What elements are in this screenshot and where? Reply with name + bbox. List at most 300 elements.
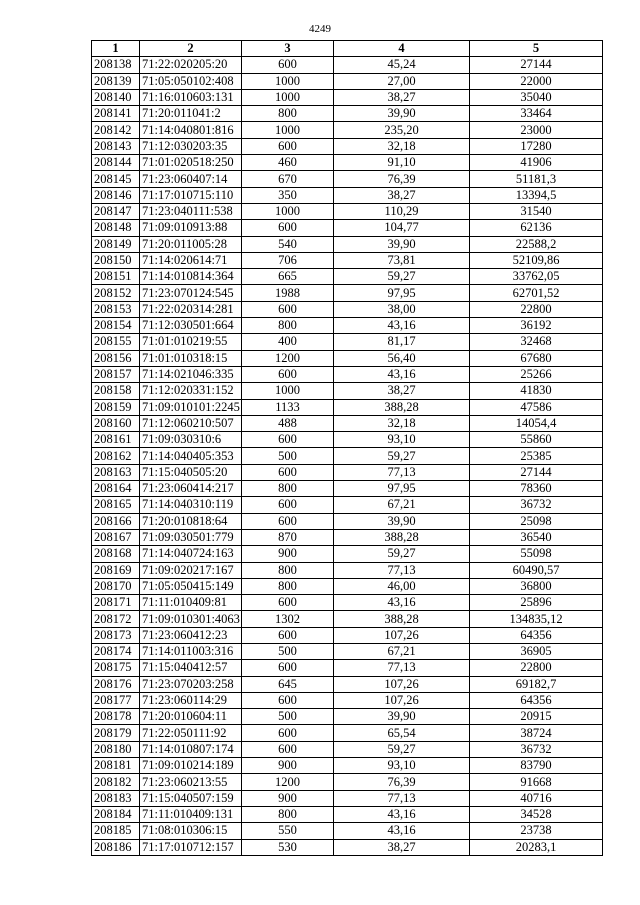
area-cell: 1000 [242, 89, 334, 105]
row-number-cell: 208182 [92, 774, 140, 790]
amount-cell: 22800 [470, 660, 603, 676]
row-number-cell: 208142 [92, 122, 140, 138]
table-row [92, 138, 603, 154]
area-cell: 600 [242, 301, 334, 317]
row-number-cell: 208170 [92, 578, 140, 594]
row-number-cell: 208164 [92, 481, 140, 497]
row-number-cell: 208140 [92, 89, 140, 105]
area-cell: 1988 [242, 285, 334, 301]
row-number-cell: 208166 [92, 513, 140, 529]
area-cell: 600 [242, 725, 334, 741]
amount-cell: 62136 [470, 220, 603, 236]
area-cell: 1000 [242, 73, 334, 89]
amount-cell: 34528 [470, 806, 603, 822]
table-row [92, 578, 603, 594]
table-row [92, 57, 603, 73]
row-number-cell: 208163 [92, 464, 140, 480]
cadastral-number-cell: 71:22:020314:281 [140, 301, 242, 317]
cadastral-number-cell: 71:09:010301:4063 [140, 611, 242, 627]
amount-cell: 69182,7 [470, 676, 603, 692]
cadastral-number-cell: 71:20:011041:2 [140, 106, 242, 122]
area-cell: 1000 [242, 122, 334, 138]
table-row [92, 432, 603, 448]
table-row [92, 89, 603, 105]
cadastral-number-cell: 71:14:021046:335 [140, 366, 242, 382]
table-row [92, 464, 603, 480]
cadastral-number-cell: 71:14:010807:174 [140, 741, 242, 757]
table-row [92, 529, 603, 545]
cadastral-number-cell: 71:14:010814:364 [140, 269, 242, 285]
amount-cell: 25266 [470, 366, 603, 382]
amount-cell: 36732 [470, 497, 603, 513]
rate-cell: 97,95 [334, 481, 470, 497]
rate-cell: 77,13 [334, 562, 470, 578]
amount-cell: 67680 [470, 350, 603, 366]
table-row [92, 269, 603, 285]
table-row [92, 774, 603, 790]
amount-cell: 20283,1 [470, 839, 603, 855]
row-number-cell: 208138 [92, 57, 140, 73]
cadastral-number-cell: 71:23:060213:55 [140, 774, 242, 790]
table-row [92, 481, 603, 497]
cadastral-number-cell: 71:17:010712:157 [140, 839, 242, 855]
rate-cell: 39,90 [334, 709, 470, 725]
table-row [92, 839, 603, 855]
amount-cell: 25385 [470, 448, 603, 464]
area-cell: 350 [242, 187, 334, 203]
table-row [92, 660, 603, 676]
rate-cell: 39,90 [334, 513, 470, 529]
area-cell: 800 [242, 578, 334, 594]
cadastral-number-cell: 71:09:030501:779 [140, 529, 242, 545]
rate-cell: 39,90 [334, 106, 470, 122]
cadastral-number-cell: 71:14:011003:316 [140, 643, 242, 659]
table-row [92, 741, 603, 757]
area-cell: 900 [242, 758, 334, 774]
data-table [91, 40, 603, 856]
cadastral-number-cell: 71:15:040507:159 [140, 790, 242, 806]
row-number-cell: 208185 [92, 823, 140, 839]
rate-cell: 38,27 [334, 187, 470, 203]
cadastral-number-cell: 71:11:010409:131 [140, 806, 242, 822]
rate-cell: 76,39 [334, 171, 470, 187]
cadastral-number-cell: 71:23:060414:217 [140, 481, 242, 497]
amount-cell: 14054,4 [470, 415, 603, 431]
amount-cell: 40716 [470, 790, 603, 806]
table-row [92, 513, 603, 529]
rate-cell: 388,28 [334, 529, 470, 545]
amount-cell: 23000 [470, 122, 603, 138]
column-header-4: 4 [334, 41, 470, 57]
table-row [92, 546, 603, 562]
table-row [92, 415, 603, 431]
cadastral-number-cell: 71:09:010214:189 [140, 758, 242, 774]
table-row [92, 334, 603, 350]
rate-cell: 93,10 [334, 432, 470, 448]
row-number-cell: 208171 [92, 595, 140, 611]
cadastral-number-cell: 71:23:070203:258 [140, 676, 242, 692]
cadastral-number-cell: 71:16:010603:131 [140, 89, 242, 105]
rate-cell: 104,77 [334, 220, 470, 236]
area-cell: 600 [242, 57, 334, 73]
row-number-cell: 208159 [92, 399, 140, 415]
amount-cell: 64356 [470, 627, 603, 643]
area-cell: 800 [242, 106, 334, 122]
area-cell: 800 [242, 562, 334, 578]
amount-cell: 20915 [470, 709, 603, 725]
cadastral-number-cell: 71:09:010913:88 [140, 220, 242, 236]
rate-cell: 73,81 [334, 252, 470, 268]
rate-cell: 93,10 [334, 758, 470, 774]
table-row [92, 155, 603, 171]
table-row [92, 318, 603, 334]
amount-cell: 36800 [470, 578, 603, 594]
cadastral-number-cell: 71:01:020518:250 [140, 155, 242, 171]
cadastral-number-cell: 71:08:010306:15 [140, 823, 242, 839]
amount-cell: 47586 [470, 399, 603, 415]
cadastral-number-cell: 71:12:060210:507 [140, 415, 242, 431]
amount-cell: 22800 [470, 301, 603, 317]
rate-cell: 46,00 [334, 578, 470, 594]
table-row [92, 611, 603, 627]
row-number-cell: 208176 [92, 676, 140, 692]
row-number-cell: 208151 [92, 269, 140, 285]
column-header-2: 2 [140, 41, 242, 57]
row-number-cell: 208141 [92, 106, 140, 122]
amount-cell: 36905 [470, 643, 603, 659]
rate-cell: 107,26 [334, 692, 470, 708]
rate-cell: 91,10 [334, 155, 470, 171]
rate-cell: 81,17 [334, 334, 470, 350]
row-number-cell: 208146 [92, 187, 140, 203]
row-number-cell: 208149 [92, 236, 140, 252]
rate-cell: 32,18 [334, 138, 470, 154]
area-cell: 1000 [242, 203, 334, 219]
area-cell: 1302 [242, 611, 334, 627]
amount-cell: 51181,3 [470, 171, 603, 187]
row-number-cell: 208147 [92, 203, 140, 219]
area-cell: 706 [242, 252, 334, 268]
cadastral-number-cell: 71:05:050102:408 [140, 73, 242, 89]
rate-cell: 110,29 [334, 203, 470, 219]
amount-cell: 27144 [470, 464, 603, 480]
area-cell: 600 [242, 220, 334, 236]
cadastral-number-cell: 71:15:040412:57 [140, 660, 242, 676]
cadastral-number-cell: 71:20:010604:11 [140, 709, 242, 725]
row-number-cell: 208181 [92, 758, 140, 774]
amount-cell: 25896 [470, 595, 603, 611]
area-cell: 600 [242, 660, 334, 676]
rate-cell: 56,40 [334, 350, 470, 366]
cadastral-number-cell: 71:23:070124:545 [140, 285, 242, 301]
table-row [92, 497, 603, 513]
area-cell: 400 [242, 334, 334, 350]
rate-cell: 67,21 [334, 497, 470, 513]
amount-cell: 36540 [470, 529, 603, 545]
area-cell: 550 [242, 823, 334, 839]
rate-cell: 59,27 [334, 269, 470, 285]
cadastral-number-cell: 71:09:020217:167 [140, 562, 242, 578]
row-number-cell: 208172 [92, 611, 140, 627]
row-number-cell: 208180 [92, 741, 140, 757]
row-number-cell: 208150 [92, 252, 140, 268]
amount-cell: 55860 [470, 432, 603, 448]
cadastral-number-cell: 71:17:010715:110 [140, 187, 242, 203]
row-number-cell: 208162 [92, 448, 140, 464]
area-cell: 500 [242, 448, 334, 464]
cadastral-number-cell: 71:23:060407:14 [140, 171, 242, 187]
row-number-cell: 208165 [92, 497, 140, 513]
table-row [92, 285, 603, 301]
cadastral-number-cell: 71:20:011005:28 [140, 236, 242, 252]
rate-cell: 77,13 [334, 464, 470, 480]
rate-cell: 77,13 [334, 660, 470, 676]
amount-cell: 13394,5 [470, 187, 603, 203]
cadastral-number-cell: 71:22:050111:92 [140, 725, 242, 741]
row-number-cell: 208169 [92, 562, 140, 578]
amount-cell: 83790 [470, 758, 603, 774]
amount-cell: 62701,52 [470, 285, 603, 301]
amount-cell: 22588,2 [470, 236, 603, 252]
rate-cell: 27,00 [334, 73, 470, 89]
area-cell: 530 [242, 839, 334, 855]
column-header-3: 3 [242, 41, 334, 57]
table-row [92, 106, 603, 122]
row-number-cell: 208186 [92, 839, 140, 855]
amount-cell: 25098 [470, 513, 603, 529]
row-number-cell: 208178 [92, 709, 140, 725]
rate-cell: 77,13 [334, 790, 470, 806]
rate-cell: 38,00 [334, 301, 470, 317]
row-number-cell: 208175 [92, 660, 140, 676]
area-cell: 670 [242, 171, 334, 187]
area-cell: 600 [242, 432, 334, 448]
rate-cell: 43,16 [334, 595, 470, 611]
amount-cell: 52109,86 [470, 252, 603, 268]
row-number-cell: 208179 [92, 725, 140, 741]
table-row [92, 448, 603, 464]
rate-cell: 39,90 [334, 236, 470, 252]
amount-cell: 23738 [470, 823, 603, 839]
area-cell: 1200 [242, 350, 334, 366]
amount-cell: 55098 [470, 546, 603, 562]
amount-cell: 33464 [470, 106, 603, 122]
rate-cell: 38,27 [334, 383, 470, 399]
table-body [92, 57, 603, 856]
cadastral-number-cell: 71:14:020614:71 [140, 252, 242, 268]
row-number-cell: 208139 [92, 73, 140, 89]
rate-cell: 38,27 [334, 89, 470, 105]
area-cell: 800 [242, 481, 334, 497]
area-cell: 1200 [242, 774, 334, 790]
row-number-cell: 208157 [92, 366, 140, 382]
row-number-cell: 208177 [92, 692, 140, 708]
cadastral-number-cell: 71:14:040801:816 [140, 122, 242, 138]
rate-cell: 43,16 [334, 366, 470, 382]
table-row [92, 252, 603, 268]
amount-cell: 91668 [470, 774, 603, 790]
row-number-cell: 208173 [92, 627, 140, 643]
rate-cell: 43,16 [334, 318, 470, 334]
column-header-5: 5 [470, 41, 603, 57]
rate-cell: 107,26 [334, 676, 470, 692]
row-number-cell: 208160 [92, 415, 140, 431]
cadastral-number-cell: 71:15:040505:20 [140, 464, 242, 480]
rate-cell: 59,27 [334, 546, 470, 562]
row-number-cell: 208161 [92, 432, 140, 448]
rate-cell: 76,39 [334, 774, 470, 790]
area-cell: 600 [242, 497, 334, 513]
table-row [92, 725, 603, 741]
area-cell: 600 [242, 741, 334, 757]
cadastral-number-cell: 71:11:010409:81 [140, 595, 242, 611]
table-row [92, 562, 603, 578]
amount-cell: 41906 [470, 155, 603, 171]
table-row [92, 790, 603, 806]
rate-cell: 235,20 [334, 122, 470, 138]
amount-cell: 27144 [470, 57, 603, 73]
row-number-cell: 208174 [92, 643, 140, 659]
page-number: 4249 [309, 23, 331, 35]
area-cell: 600 [242, 595, 334, 611]
cadastral-number-cell: 71:14:040724:163 [140, 546, 242, 562]
table-row [92, 73, 603, 89]
cadastral-number-cell: 71:12:020331:152 [140, 383, 242, 399]
row-number-cell: 208148 [92, 220, 140, 236]
amount-cell: 134835,12 [470, 611, 603, 627]
amount-cell: 41830 [470, 383, 603, 399]
table-row [92, 806, 603, 822]
row-number-cell: 208183 [92, 790, 140, 806]
cadastral-number-cell: 71:09:030310:6 [140, 432, 242, 448]
area-cell: 1000 [242, 383, 334, 399]
cadastral-number-cell: 71:14:040405:353 [140, 448, 242, 464]
amount-cell: 35040 [470, 89, 603, 105]
rate-cell: 32,18 [334, 415, 470, 431]
amount-cell: 22000 [470, 73, 603, 89]
area-cell: 645 [242, 676, 334, 692]
area-cell: 600 [242, 366, 334, 382]
cadastral-number-cell: 71:22:020205:20 [140, 57, 242, 73]
area-cell: 900 [242, 546, 334, 562]
table-row [92, 399, 603, 415]
area-cell: 600 [242, 138, 334, 154]
table-row [92, 203, 603, 219]
row-number-cell: 208152 [92, 285, 140, 301]
row-number-cell: 208167 [92, 529, 140, 545]
table-row [92, 187, 603, 203]
area-cell: 600 [242, 692, 334, 708]
cadastral-number-cell: 71:23:060412:23 [140, 627, 242, 643]
amount-cell: 60490,57 [470, 562, 603, 578]
area-cell: 460 [242, 155, 334, 171]
row-number-cell: 208168 [92, 546, 140, 562]
header-row [92, 41, 603, 57]
row-number-cell: 208156 [92, 350, 140, 366]
rate-cell: 43,16 [334, 823, 470, 839]
amount-cell: 78360 [470, 481, 603, 497]
area-cell: 500 [242, 709, 334, 725]
area-cell: 800 [242, 318, 334, 334]
area-cell: 488 [242, 415, 334, 431]
row-number-cell: 208154 [92, 318, 140, 334]
table-row [92, 758, 603, 774]
cadastral-number-cell: 71:23:040111:538 [140, 203, 242, 219]
table-row [92, 366, 603, 382]
area-cell: 600 [242, 627, 334, 643]
amount-cell: 32468 [470, 334, 603, 350]
rate-cell: 65,54 [334, 725, 470, 741]
table-row [92, 595, 603, 611]
table-row [92, 122, 603, 138]
cadastral-number-cell: 71:12:030501:664 [140, 318, 242, 334]
amount-cell: 31540 [470, 203, 603, 219]
cadastral-number-cell: 71:12:030203:35 [140, 138, 242, 154]
area-cell: 600 [242, 513, 334, 529]
amount-cell: 64356 [470, 692, 603, 708]
rate-cell: 59,27 [334, 741, 470, 757]
rate-cell: 67,21 [334, 643, 470, 659]
table-row [92, 627, 603, 643]
cadastral-number-cell: 71:14:040310:119 [140, 497, 242, 513]
rate-cell: 38,27 [334, 839, 470, 855]
table-row [92, 692, 603, 708]
row-number-cell: 208145 [92, 171, 140, 187]
row-number-cell: 208155 [92, 334, 140, 350]
table-row [92, 383, 603, 399]
amount-cell: 36732 [470, 741, 603, 757]
table-row [92, 709, 603, 725]
table-row [92, 301, 603, 317]
table-row [92, 350, 603, 366]
table-row [92, 823, 603, 839]
amount-cell: 33762,05 [470, 269, 603, 285]
amount-cell: 36192 [470, 318, 603, 334]
area-cell: 540 [242, 236, 334, 252]
column-header-1: 1 [92, 41, 140, 57]
area-cell: 900 [242, 790, 334, 806]
rate-cell: 97,95 [334, 285, 470, 301]
rate-cell: 388,28 [334, 399, 470, 415]
amount-cell: 17280 [470, 138, 603, 154]
area-cell: 500 [242, 643, 334, 659]
row-number-cell: 208158 [92, 383, 140, 399]
rate-cell: 45,24 [334, 57, 470, 73]
row-number-cell: 208144 [92, 155, 140, 171]
area-cell: 665 [242, 269, 334, 285]
table-row [92, 236, 603, 252]
rate-cell: 107,26 [334, 627, 470, 643]
row-number-cell: 208143 [92, 138, 140, 154]
table-row [92, 643, 603, 659]
cadastral-number-cell: 71:09:010101:2245 [140, 399, 242, 415]
row-number-cell: 208184 [92, 806, 140, 822]
amount-cell: 38724 [470, 725, 603, 741]
row-number-cell: 208153 [92, 301, 140, 317]
area-cell: 1133 [242, 399, 334, 415]
area-cell: 800 [242, 806, 334, 822]
rate-cell: 43,16 [334, 806, 470, 822]
cadastral-number-cell: 71:23:060114:29 [140, 692, 242, 708]
table-row [92, 220, 603, 236]
area-cell: 600 [242, 464, 334, 480]
cadastral-number-cell: 71:05:050415:149 [140, 578, 242, 594]
area-cell: 870 [242, 529, 334, 545]
rate-cell: 59,27 [334, 448, 470, 464]
cadastral-number-cell: 71:01:010219:55 [140, 334, 242, 350]
cadastral-number-cell: 71:20:010818:64 [140, 513, 242, 529]
table-row [92, 171, 603, 187]
